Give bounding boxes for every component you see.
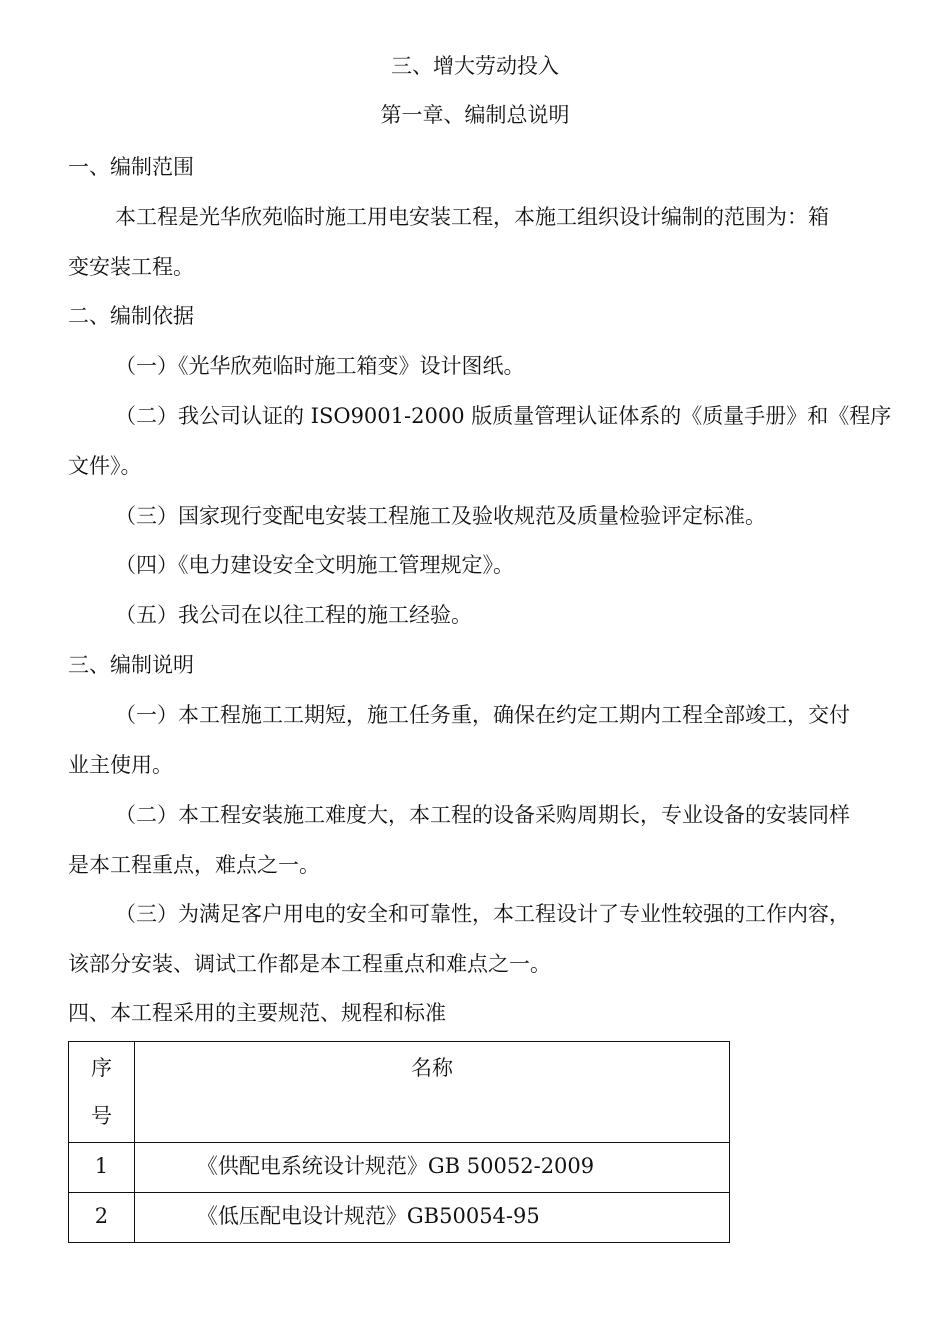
- section-heading-standards: 四、本工程采用的主要规范、规程和标准: [68, 1001, 446, 1025]
- notes-item-3-line-1: （三）为满足客户用电的安全和可靠性，本工程设计了专业性较强的工作内容，: [115, 902, 850, 926]
- section-heading-scope: 一、编制范围: [68, 155, 194, 179]
- table-row: [69, 1193, 730, 1243]
- notes-item-1-line-1: （一）本工程施工工期短，施工任务重，确保在约定工期内工程全部竣工，交付: [115, 703, 850, 727]
- standards-table: [68, 1041, 730, 1243]
- basis-item-1: （一）《光华欣苑临时施工箱变》设计图纸。: [115, 354, 525, 378]
- header-cell-name: [134, 1042, 729, 1143]
- header-title: 三、增大劳动投入: [391, 54, 559, 78]
- basis-item-5: （五）我公司在以往工程的施工经验。: [115, 603, 472, 627]
- basis-item-2-line-1: （二）我公司认证的 ISO9001-2000 版质量管理认证体系的《质量手册》和《程序: [115, 404, 892, 428]
- basis-item-4: （四）《电力建设安全文明施工管理规定》。: [115, 553, 514, 577]
- chapter-title: 第一章、编制总说明: [380, 103, 570, 127]
- header-name-label: 名称: [410, 1056, 453, 1080]
- row-name: 《供配电系统设计规范》GB 50052-2009: [196, 1154, 595, 1178]
- row-number-cell: [69, 1193, 135, 1243]
- header-number-label-line-1: 序: [90, 1056, 112, 1080]
- row-number: 2: [94, 1204, 109, 1228]
- section-heading-basis: 二、编制依据: [68, 304, 194, 328]
- row-number-cell: [69, 1143, 135, 1193]
- table-header-row: [69, 1042, 730, 1143]
- notes-item-2-line-1: （二）本工程安装施工难度大，本工程的设备采购周期长，专业设备的安装同样: [115, 803, 850, 827]
- header-cell-number: [69, 1042, 135, 1143]
- section-heading-notes: 三、编制说明: [68, 653, 194, 677]
- notes-item-2-line-2: 是本工程重点，难点之一。: [68, 853, 320, 877]
- row-number: 1: [94, 1154, 109, 1178]
- table-row: [69, 1143, 730, 1193]
- row-name: 《低压配电设计规范》GB50054-95: [196, 1204, 540, 1228]
- row-name-cell: [134, 1143, 729, 1193]
- basis-item-3: （三）国家现行变配电安装工程施工及验收规范及质量检验评定标准。: [115, 504, 766, 528]
- scope-paragraph-line-1: 本工程是光华欣苑临时施工用电安装工程，本施工组织设计编制的范围为：箱: [115, 205, 829, 229]
- scope-paragraph-line-2: 变安装工程。: [68, 255, 194, 279]
- row-name-cell: [134, 1193, 729, 1243]
- header-number-label-line-2: 号: [90, 1104, 112, 1128]
- notes-item-3-line-2: 该部分安装、调试工作都是本工程重点和难点之一。: [68, 952, 551, 976]
- notes-item-1-line-2: 业主使用。: [68, 753, 173, 777]
- basis-item-2-line-2: 文件》。: [68, 454, 142, 478]
